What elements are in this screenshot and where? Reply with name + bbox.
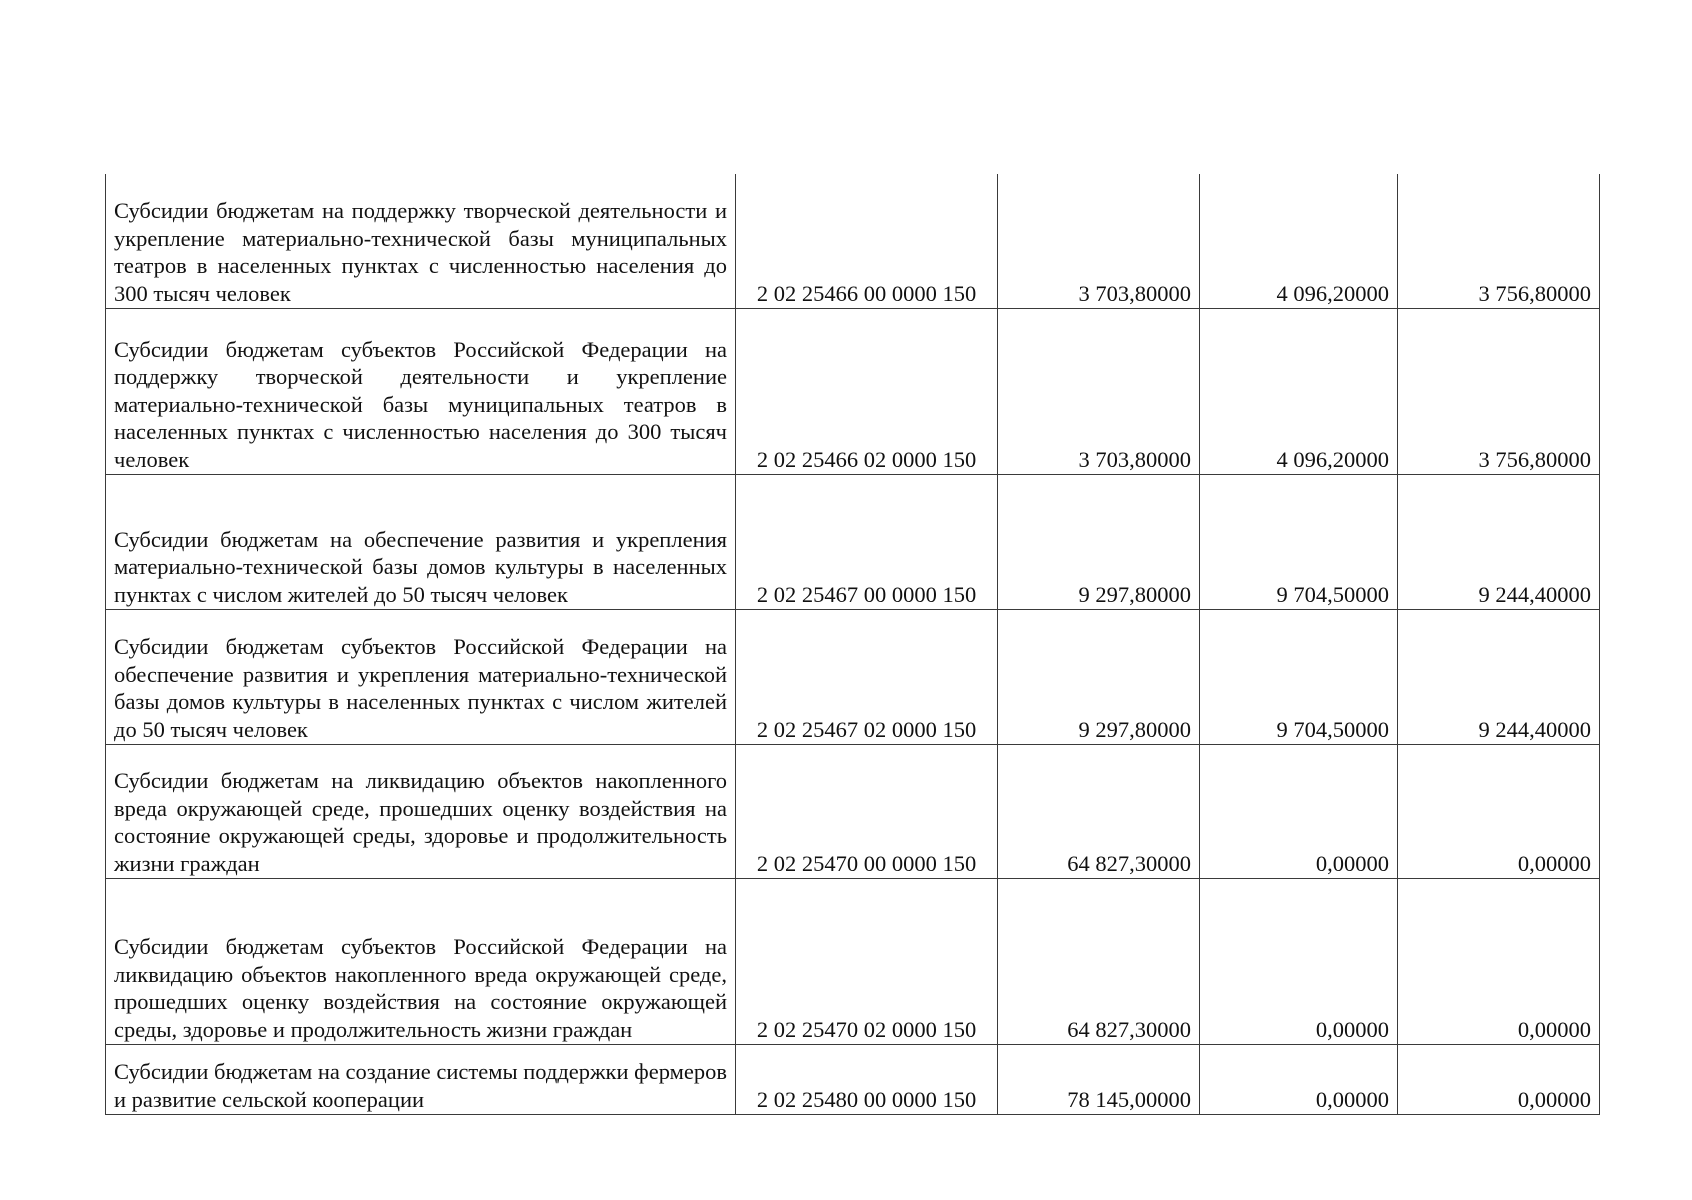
revenue-name-cell: Субсидии бюджетам субъектов Российской Федерации на ликвидацию объектов накопленного вреда окружающей среде, прошедших оценку воздействия на состояние окружающей среды, здоровье и продолжительность жизни граждан [106,879,736,1045]
amount-year-1-cell: 64 827,30000 [998,879,1200,1045]
revenue-name-cell: Субсидии бюджетам субъектов Российской Федерации на поддержку творческой деятельности и укрепление материально-технической базы муниципальных театров в населенных пунктах с численностью населения до 300 тысяч человек [106,309,736,475]
revenue-name-cell: Субсидии бюджетам на создание системы поддержки фермеров и развитие сельской кооперации [106,1045,736,1115]
budget-code-cell: 2 02 25467 00 0000 150 [736,475,998,610]
table-row [106,610,1600,745]
table-row [106,745,1600,879]
revenue-name-cell: Субсидии бюджетам на поддержку творческой деятельности и укрепление материально-технической базы муниципальных театров в населенных пунктах с численностью населения до 300 тысяч человек [106,174,736,309]
amount-year-1-cell: 3 703,80000 [998,309,1200,475]
amount-year-1-cell: 64 827,30000 [998,745,1200,879]
budget-code-cell: 2 02 25470 02 0000 150 [736,879,998,1045]
amount-year-2-cell: 0,00000 [1200,745,1398,879]
amount-year-2-cell: 0,00000 [1200,879,1398,1045]
amount-year-2-cell: 4 096,20000 [1200,309,1398,475]
table-row [106,475,1600,610]
budget-code-cell: 2 02 25480 00 0000 150 [736,1045,998,1115]
amount-year-3-cell: 3 756,80000 [1398,174,1600,309]
amount-year-2-cell: 9 704,50000 [1200,475,1398,610]
amount-year-2-cell: 9 704,50000 [1200,610,1398,745]
amount-year-2-cell: 4 096,20000 [1200,174,1398,309]
budget-code-cell: 2 02 25467 02 0000 150 [736,610,998,745]
table-row [106,309,1600,475]
amount-year-3-cell: 0,00000 [1398,879,1600,1045]
amount-year-3-cell: 3 756,80000 [1398,309,1600,475]
budget-code-cell: 2 02 25466 02 0000 150 [736,309,998,475]
amount-year-2-cell: 0,00000 [1200,1045,1398,1115]
amount-year-3-cell: 0,00000 [1398,745,1600,879]
revenue-name-cell: Субсидии бюджетам на ликвидацию объектов накопленного вреда окружающей среде, прошедших оценку воздействия на состояние окружающей среды, здоровье и продолжительность жизни граждан [106,745,736,879]
amount-year-3-cell: 9 244,40000 [1398,475,1600,610]
amount-year-3-cell: 0,00000 [1398,1045,1600,1115]
table-row [106,879,1600,1045]
revenue-name-cell: Субсидии бюджетам субъектов Российской Федерации на обеспечение развития и укрепления материально-технической базы домов культуры в населенных пунктах с числом жителей до 50 тысяч человек [106,610,736,745]
amount-year-1-cell: 3 703,80000 [998,174,1200,309]
amount-year-1-cell: 78 145,00000 [998,1045,1200,1115]
amount-year-1-cell: 9 297,80000 [998,610,1200,745]
revenue-name-cell: Субсидии бюджетам на обеспечение развития и укрепления материально-технической базы домов культуры в населенных пунктах с числом жителей до 50 тысяч человек [106,475,736,610]
budget-code-cell: 2 02 25470 00 0000 150 [736,745,998,879]
budget-revenue-table [105,174,1600,1115]
table-row [106,1045,1600,1115]
budget-code-cell: 2 02 25466 00 0000 150 [736,174,998,309]
amount-year-1-cell: 9 297,80000 [998,475,1200,610]
table-row [106,174,1600,309]
amount-year-3-cell: 9 244,40000 [1398,610,1600,745]
